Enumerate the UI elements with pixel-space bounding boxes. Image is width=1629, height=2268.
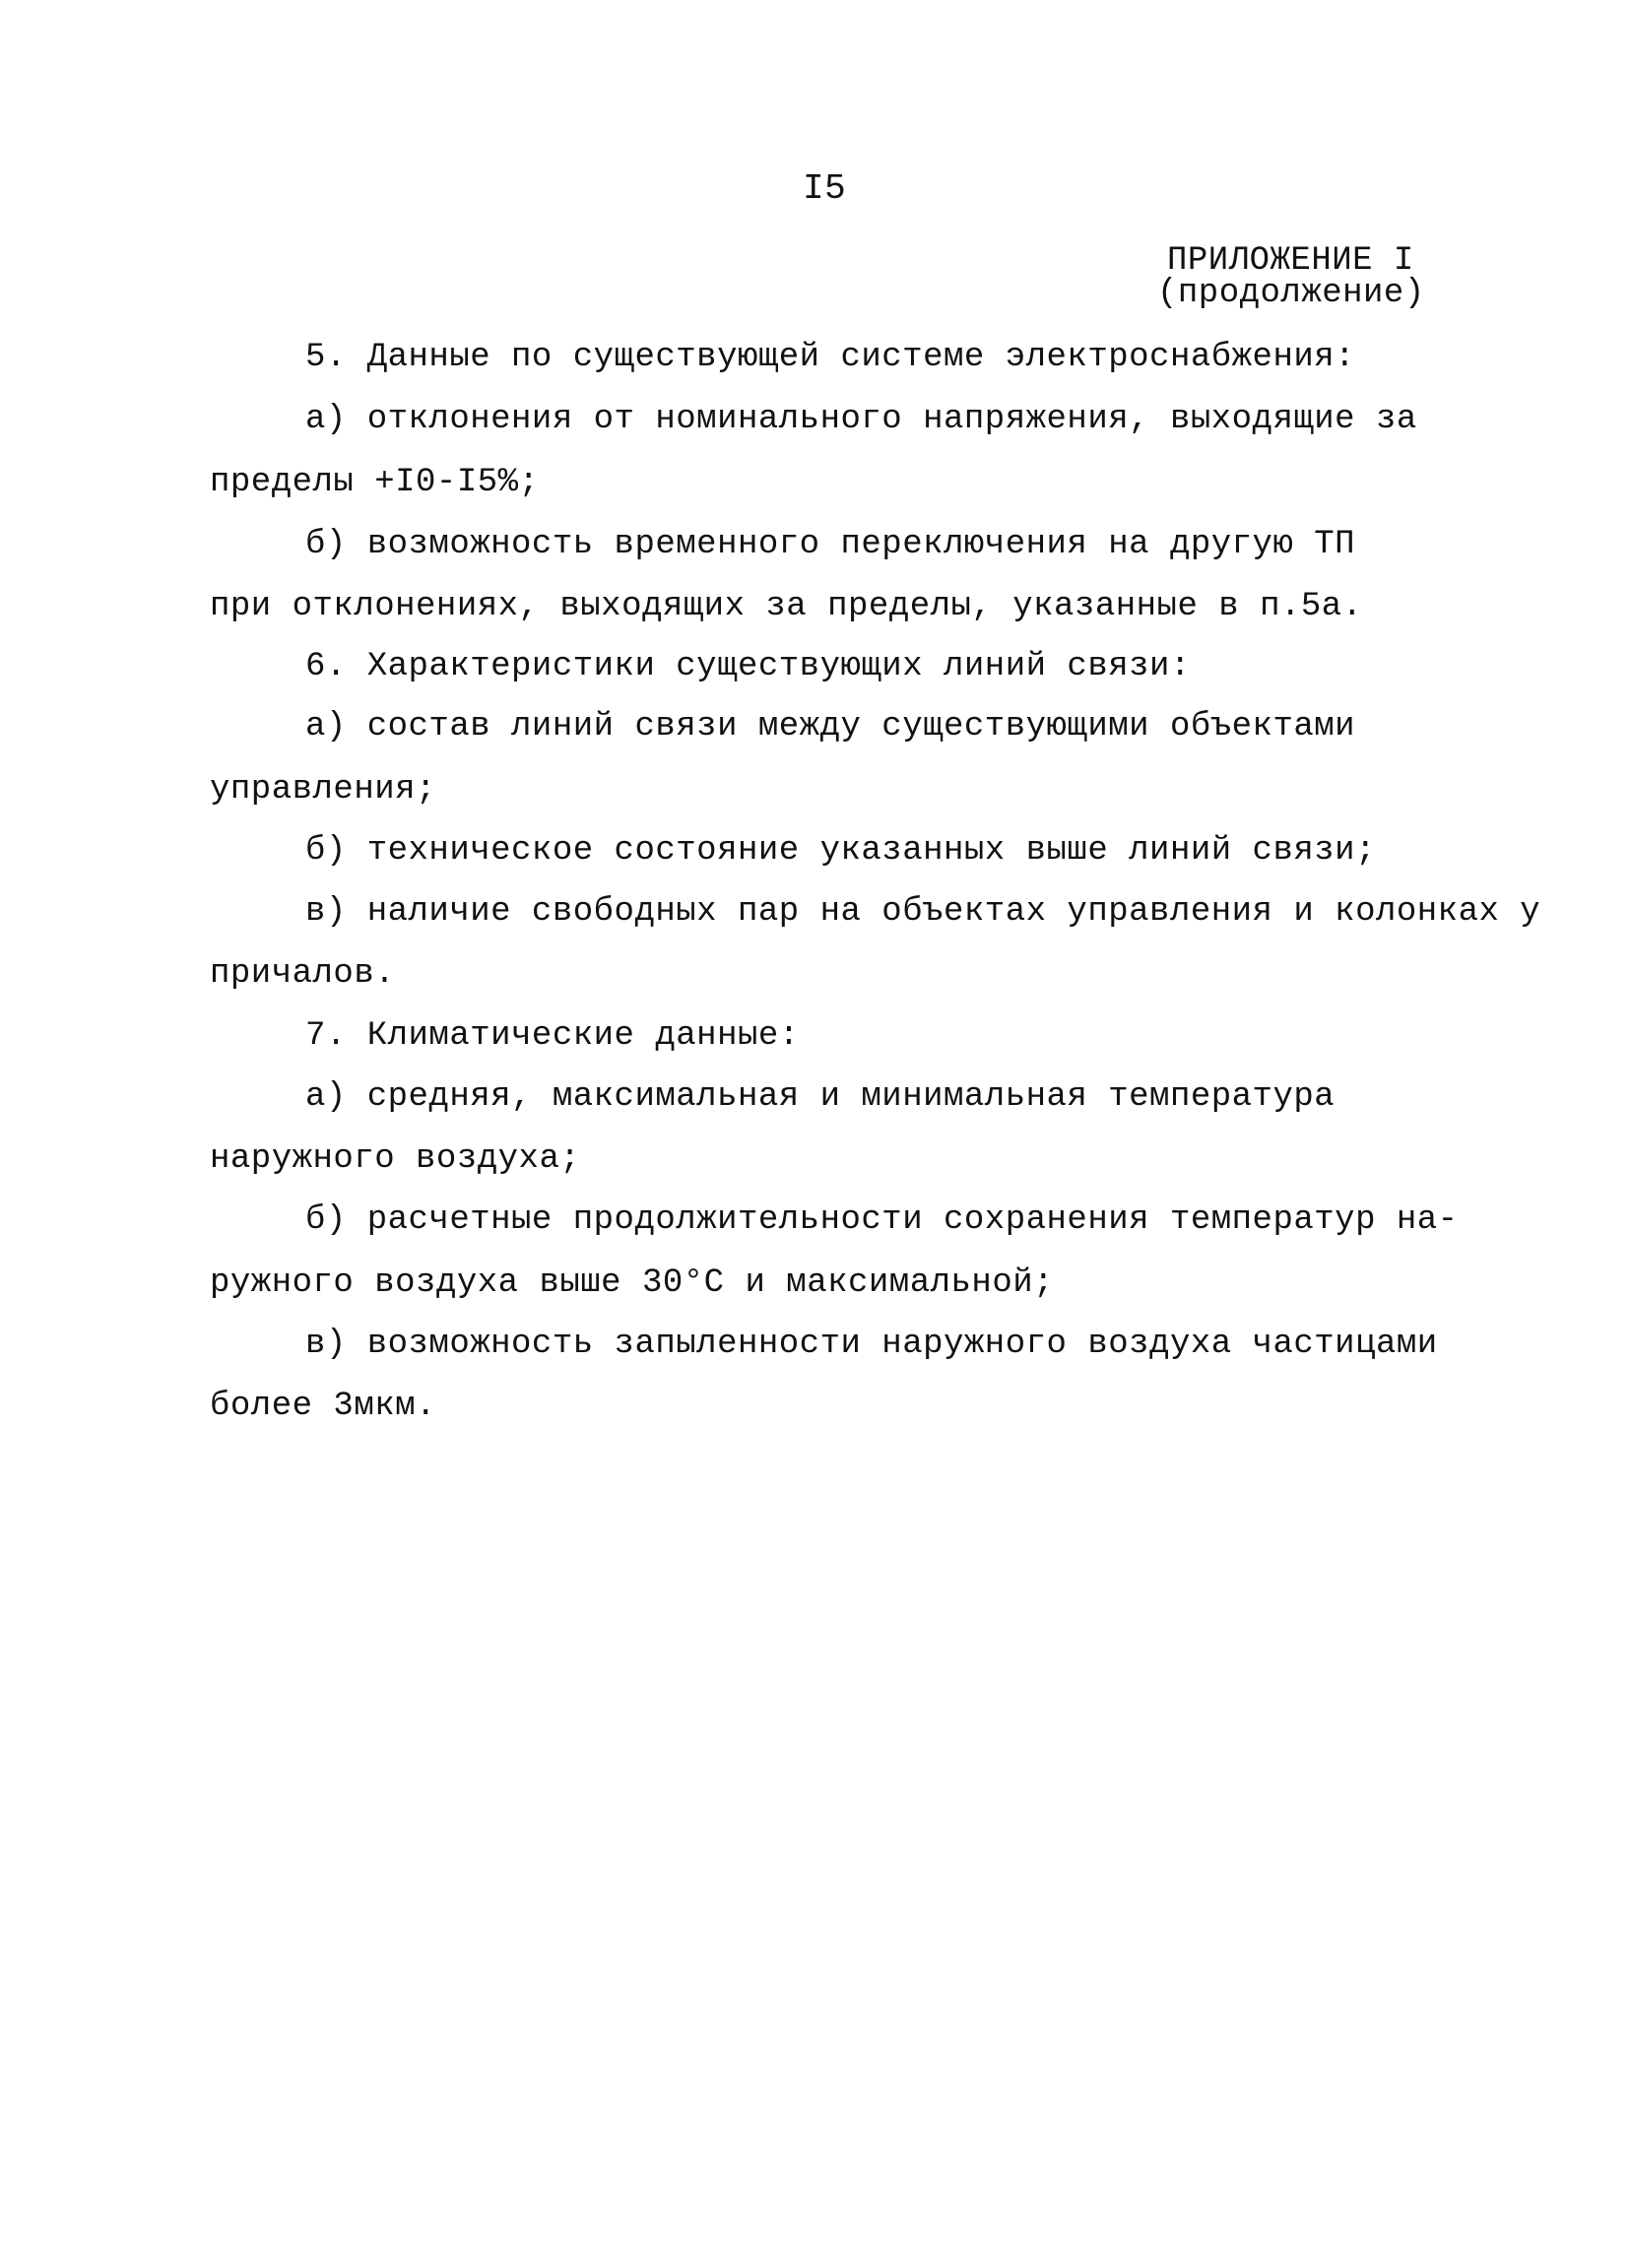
section-7a-line-1: а) средняя, максимальная и минимальная температура: [305, 1078, 1336, 1116]
section-7-heading: 7. Климатические данные:: [305, 1017, 800, 1055]
appendix-subtitle: (продолжение): [1157, 275, 1425, 312]
section-6a-line-1: а) состав линий связи между существующими объектами: [305, 708, 1356, 745]
section-7b-line-1: б) расчетные продолжительности сохранения температур на-: [305, 1201, 1459, 1239]
section-6a-line-2: управления;: [210, 771, 436, 809]
section-5a-line-1: а) отклонения от номинального напряжения, выходящие за: [305, 401, 1417, 438]
section-7c-line-2: более 3мкм.: [210, 1388, 436, 1425]
section-6c-line-2: причалов.: [210, 955, 396, 993]
section-5a-line-2: пределы +I0-I5%;: [210, 464, 540, 501]
page-number: I5: [803, 168, 847, 209]
section-6b-line-1: б) техническое состояние указанных выше линий связи;: [305, 832, 1376, 870]
section-7a-line-2: наружного воздуха;: [210, 1140, 581, 1178]
section-6c-line-1: в) наличие свободных пар на объектах управления и колонках у: [305, 893, 1541, 931]
section-7b-line-2: ружного воздуха выше 30°С и максимальной;: [210, 1264, 1055, 1302]
section-5b-line-1: б) возможность временного переключения на другую ТП: [305, 526, 1356, 563]
section-6-heading: 6. Характеристики существующих линий связи:: [305, 648, 1191, 685]
section-7c-line-1: в) возможность запыленности наружного воздуха частицами: [305, 1326, 1438, 1363]
section-5-heading: 5. Данные по существующей системе электроснабжения:: [305, 339, 1356, 376]
section-5b-line-2: при отклонениях, выходящих за пределы, указанные в п.5а.: [210, 588, 1363, 625]
appendix-title: ПРИЛОЖЕНИЕ I: [1167, 242, 1414, 280]
